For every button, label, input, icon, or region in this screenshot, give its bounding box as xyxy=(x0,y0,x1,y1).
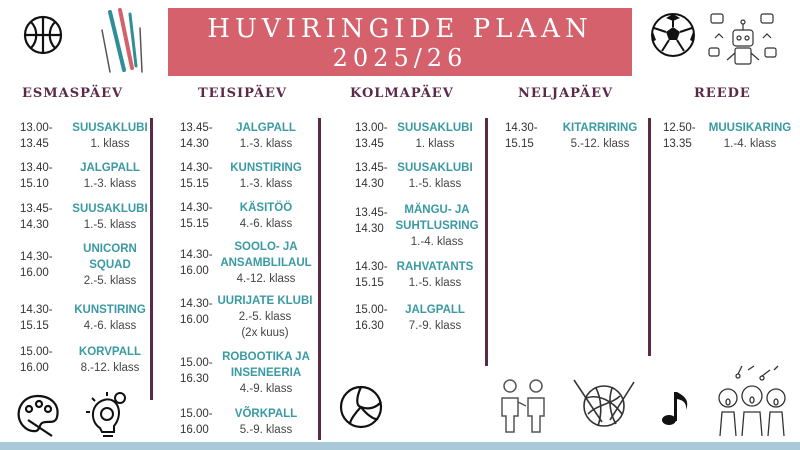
club-name: JALGPALL xyxy=(405,304,465,316)
club-name: KUNSTIRING xyxy=(74,304,146,316)
club-name: MÄNGU- JA SUHTLUSRING xyxy=(395,204,479,232)
title-banner xyxy=(168,8,632,76)
grade-range: 1. klass xyxy=(415,138,455,150)
day-header-reede: REEDE xyxy=(694,86,751,101)
club-name: VÕRKPALL xyxy=(234,408,298,420)
club-name: KÄSITÖÖ xyxy=(239,202,293,214)
bottom-bar xyxy=(0,442,800,450)
club-name: KUNSTIRING xyxy=(230,162,302,174)
basketball-icon xyxy=(22,14,64,56)
grade-range: 5.-9. klass xyxy=(239,424,293,436)
grade-range: 7.-9. klass xyxy=(408,320,462,332)
club-name: ROBOOTIKA JA INSENEERIA xyxy=(222,351,310,379)
day-header-kolmapaev: KOLMAPÄEV xyxy=(350,86,454,101)
grade-range: 2.-5. klass xyxy=(83,275,137,287)
page-title: HUVIRINGIDE PLAAN xyxy=(207,14,593,44)
lightbulb-gears-icon xyxy=(82,388,132,442)
club-name: JALGPALL xyxy=(236,122,296,134)
column-divider xyxy=(150,118,153,400)
grade-range: 8.-12. klass xyxy=(80,362,140,374)
skis-icon xyxy=(96,8,146,76)
club-name: SUUSAKLUBI xyxy=(72,122,148,134)
club-name: SUUSAKLUBI xyxy=(397,162,473,174)
grade-range: 4.-12. klass xyxy=(236,273,296,285)
grade-range: 1.-3. klass xyxy=(239,178,293,190)
grade-range: 1.-3. klass xyxy=(83,178,137,190)
soccer-ball-icon xyxy=(650,12,696,58)
club-name: JALGPALL xyxy=(80,162,140,174)
grade-range: 1.-5. klass xyxy=(83,219,137,231)
club-name: RAHVATANTS xyxy=(396,261,474,273)
volleyball-icon xyxy=(338,384,384,430)
frequency-note: (2x kuus) xyxy=(241,327,289,339)
grade-range: 4.-6. klass xyxy=(239,218,293,230)
grade-range: 1.-4. klass xyxy=(410,236,464,248)
school-year: 2025/26 xyxy=(332,44,468,72)
club-name: MUUSIKARING xyxy=(708,122,792,134)
yarn-ball-icon xyxy=(568,374,640,434)
club-name: KITARRIRING xyxy=(562,122,638,134)
column-divider xyxy=(648,118,651,356)
people-talking-icon xyxy=(496,376,552,434)
grade-range: 4.-9. klass xyxy=(239,383,293,395)
grade-range: 1. klass xyxy=(90,138,130,150)
grade-range: 4.-6. klass xyxy=(83,320,137,332)
column-divider xyxy=(485,118,488,366)
grade-range: 1.-5. klass xyxy=(408,178,462,190)
club-name: UURIJATE KLUBI xyxy=(217,295,313,307)
club-name: SOOLO- JA ANSAMBLILAUL xyxy=(220,241,312,269)
palette-icon xyxy=(14,392,62,438)
robot-doodle-icon xyxy=(705,8,780,76)
grade-range: 1.-3. klass xyxy=(239,138,293,150)
grade-range: 2.-5. klass xyxy=(238,311,292,323)
column-divider xyxy=(318,118,321,440)
day-header-teisipaev: TEISIPÄEV xyxy=(198,86,288,101)
singing-children-icon xyxy=(708,362,794,438)
club-name: UNICORN SQUAD xyxy=(83,243,137,271)
day-header-esmaspaev: ESMASPÄEV xyxy=(22,86,124,101)
music-note-icon xyxy=(660,386,694,430)
club-name: KORVPALL xyxy=(78,346,142,358)
grade-range: 1.-4. klass xyxy=(723,138,777,150)
day-header-neljapaev: NELJAPÄEV xyxy=(518,86,614,101)
grade-range: 5.-12. klass xyxy=(570,138,630,150)
club-name: SUUSAKLUBI xyxy=(397,122,473,134)
club-name: SUUSAKLUBI xyxy=(72,203,148,215)
grade-range: 1.-5. klass xyxy=(408,277,462,289)
